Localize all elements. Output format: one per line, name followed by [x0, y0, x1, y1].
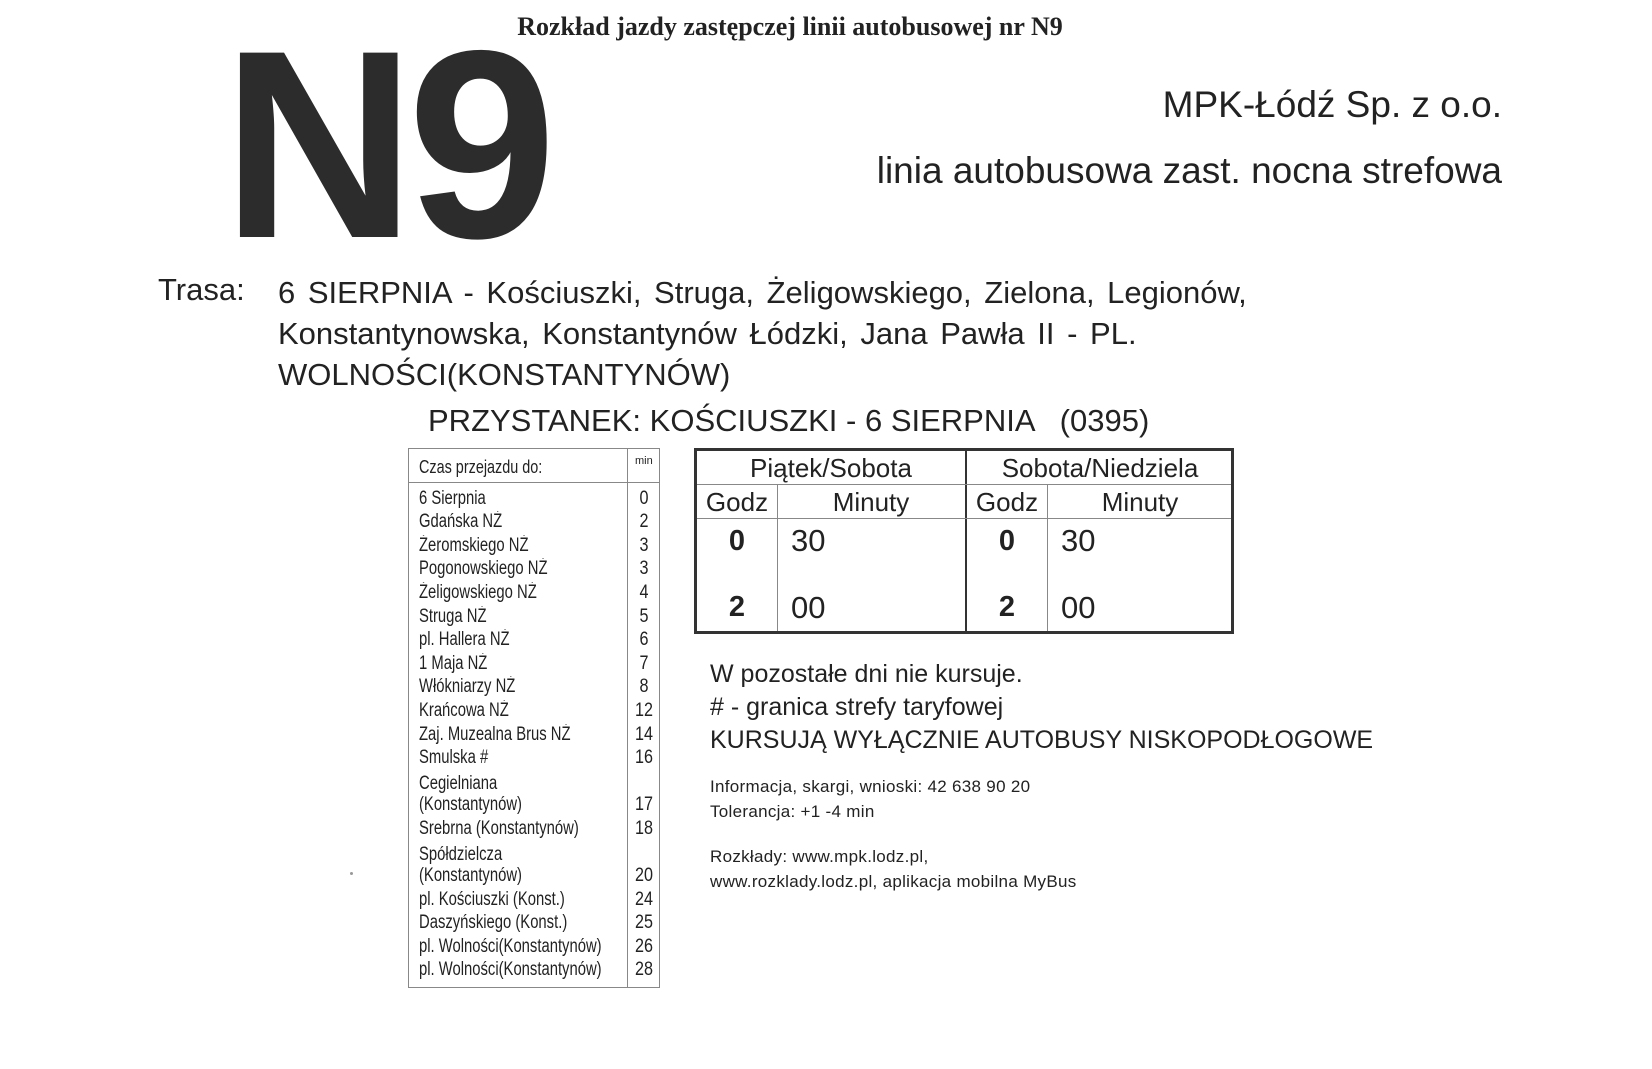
- departure-hour: 2: [728, 591, 746, 623]
- schedules-info-line1: Rozkłady: www.mpk.lodz.pl,: [710, 847, 929, 866]
- header-rule: [697, 518, 1231, 519]
- table-row: [409, 910, 659, 934]
- travel-minutes: 17: [635, 794, 653, 816]
- stop-name: Srebrna (Konstantynów): [419, 817, 579, 839]
- stop-name: Krańcowa NŻ: [419, 699, 509, 721]
- travel-minutes: 20: [635, 865, 653, 887]
- stop-name: pl. Hallera NŻ: [419, 629, 510, 651]
- stop-name: 6 Sierpnia: [419, 487, 486, 509]
- departure-table: [694, 448, 1234, 634]
- stop-name-line2: (Konstantynów): [419, 794, 522, 816]
- contact-info: Informacja, skargi, wnioski: 42 638 90 20: [710, 777, 1031, 796]
- stop-name: [419, 773, 614, 815]
- travel-minutes: 16: [635, 747, 653, 769]
- departure-minutes: 30: [1061, 523, 1096, 558]
- stop-name: pl. Wolności(Konstantynów): [419, 935, 602, 957]
- stop-name: Daszyńskiego (Konst.): [419, 912, 568, 934]
- stop-code: (0395): [1059, 403, 1150, 438]
- travel-minutes: 8: [639, 676, 649, 698]
- stop-name-line1: Spółdzielcza: [419, 844, 503, 866]
- scan-speck: [350, 872, 353, 875]
- travel-time-header-label: Czas przejazdu do:: [419, 457, 543, 477]
- table-row: [409, 745, 659, 769]
- company-name: MPK-Łódź Sp. z o.o.: [1162, 84, 1502, 125]
- travel-minutes: 25: [635, 912, 653, 934]
- stop-heading: [428, 403, 1149, 439]
- hour-header: Godz: [975, 487, 1039, 517]
- table-row: [409, 957, 659, 981]
- travel-minutes: 3: [639, 558, 649, 580]
- note-zone-boundary: # - granica strefy taryfowej: [710, 693, 1004, 721]
- travel-time-header: [409, 449, 659, 483]
- stop-name: Zaj. Muzealna Brus NŻ: [419, 723, 571, 745]
- travel-minutes: 2: [639, 511, 649, 533]
- travel-minutes: 26: [635, 935, 653, 957]
- travel-minutes: 4: [639, 581, 649, 603]
- line-type: linia autobusowa zast. nocna strefowa: [876, 150, 1502, 191]
- table-row: [409, 556, 659, 580]
- tolerance-info: Tolerancja: +1 -4 min: [710, 802, 875, 821]
- table-row: [409, 509, 659, 533]
- table-row: [409, 839, 659, 886]
- travel-minutes: 3: [639, 534, 649, 556]
- group-title: Piątek/Sobota: [750, 453, 912, 483]
- stop-name: pl. Kościuszki (Konst.): [419, 888, 565, 910]
- travel-minutes: 24: [635, 888, 653, 910]
- departure-minutes: 00: [791, 590, 826, 625]
- schedules-info-line2: www.rozklady.lodz.pl, aplikacja mobilna MyBus: [710, 872, 1077, 891]
- stop-name: Żeromskiego NŻ: [419, 534, 529, 556]
- header-rule: [697, 484, 1231, 485]
- departure-hour: 2: [998, 591, 1016, 623]
- spacer: [710, 824, 1077, 844]
- route-text: 6 SIERPNIA - Kościuszki, Struga, Żeligowskiego, Zielona, Legionów, Konstantynowska, Konstantynów Łódzki, Jana Pawła II - PL. WOLNOŚCI(KONSTANTYNÓW): [278, 275, 1247, 392]
- stop-name: Struga NŻ: [419, 605, 487, 627]
- table-row: [409, 886, 659, 910]
- travel-time-rows: [409, 485, 659, 980]
- stop-name: Smulska #: [419, 747, 489, 769]
- info-block: [710, 774, 1077, 894]
- table-row: [409, 485, 659, 509]
- minutes-header: min: [635, 455, 653, 467]
- travel-time-table: [408, 448, 660, 988]
- travel-minutes: 7: [639, 652, 649, 674]
- table-row: [409, 579, 659, 603]
- stop-name: Gdańska NŻ: [419, 511, 503, 533]
- stop-label: PRZYSTANEK:: [428, 403, 642, 438]
- travel-minutes: 5: [639, 605, 649, 627]
- stop-name-line1: Cegielniana: [419, 773, 498, 795]
- group-title: Sobota/Niedziela: [1001, 453, 1199, 483]
- departure-minutes: 00: [1061, 590, 1096, 625]
- hour-header: Godz: [705, 487, 769, 517]
- notes: [710, 658, 1373, 757]
- travel-minutes: 12: [635, 699, 653, 721]
- stop-name: Włókniarzy NŻ: [419, 676, 516, 698]
- table-row: [409, 768, 659, 815]
- stop-name: pl. Wolności(Konstantynów): [419, 959, 602, 981]
- table-row: [409, 650, 659, 674]
- table-row: [409, 721, 659, 745]
- stop-name: Pogonowskiego NŻ: [419, 558, 548, 580]
- table-row: [409, 532, 659, 556]
- document-title: Rozkład jazdy zastępczej linii autobusowej nr N9: [517, 12, 1063, 41]
- note-no-service: W pozostałe dni nie kursuje.: [710, 660, 1023, 688]
- table-row: [409, 697, 659, 721]
- stop-name: Żeligowskiego NŻ: [419, 581, 537, 603]
- table-row: [409, 603, 659, 627]
- stop-name: 1 Maja NŻ: [419, 652, 488, 674]
- table-row: [409, 674, 659, 698]
- minutes-header: Minuty: [1101, 487, 1179, 517]
- departure-minutes: 30: [791, 523, 826, 558]
- departure-hour: 0: [728, 525, 746, 557]
- line-number: N9: [222, 0, 549, 294]
- travel-minutes: 6: [639, 629, 649, 651]
- travel-minutes: 28: [635, 959, 653, 981]
- departure-hour: 0: [998, 525, 1016, 557]
- route-label: Trasa:: [158, 272, 245, 307]
- minutes-header: Minuty: [832, 487, 910, 517]
- stop-name-line2: (Konstantynów): [419, 865, 522, 887]
- table-row: [409, 933, 659, 957]
- travel-minutes: 0: [639, 487, 649, 509]
- table-row: [409, 815, 659, 839]
- travel-minutes: 14: [635, 723, 653, 745]
- note-low-floor: KURSUJĄ WYŁĄCZNIE AUTOBUSY NISKOPODŁOGOWE: [710, 726, 1374, 754]
- table-row: [409, 627, 659, 651]
- travel-minutes: 18: [635, 817, 653, 839]
- stop-name: KOŚCIUSZKI - 6 SIERPNIA: [649, 403, 1034, 438]
- stop-name: [419, 844, 614, 886]
